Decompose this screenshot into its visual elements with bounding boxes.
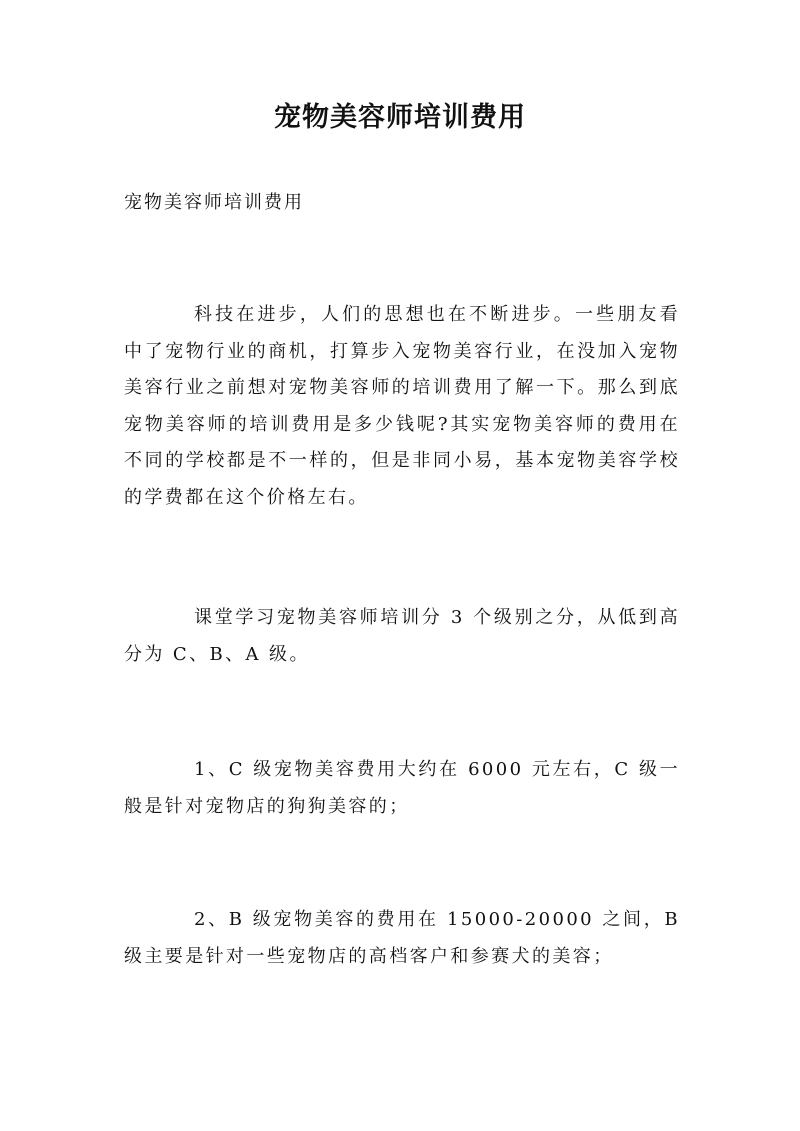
- paragraph-level-c: 1、C 级宠物美容费用大约在 6000 元左右，C 级一般是针对宠物店的狗狗美容的；: [124, 759, 680, 817]
- paragraph-intro: 科技在进步，人们的思想也在不断进步。一些朋友看中了宠物行业的商机，打算步入宠物美容行业，在没加入宠物美容行业之前想对宠物美容师的培训费用了解一下。那么到底宠物美容师的培训费用是多少钱呢?其实宠物美容师的费用在不同的学校都是不一样的，但是非同小易，基本宠物美容学校的学费都在这个价格左右。: [124, 304, 680, 508]
- page-title: 宠物美容师培训费用: [274, 102, 526, 133]
- paragraph-level-b: 2、B 级宠物美容的费用在 15000-20000 之间，B 级主要是针对一些宠物店的高档客户和参赛犬的美容；: [124, 909, 680, 967]
- paragraph-levels: 课堂学习宠物美容师培训分 3 个级别之分，从低到高分为 C、B、A 级。: [124, 607, 680, 665]
- document-subtitle: 宠物美容师培训费用: [124, 192, 304, 213]
